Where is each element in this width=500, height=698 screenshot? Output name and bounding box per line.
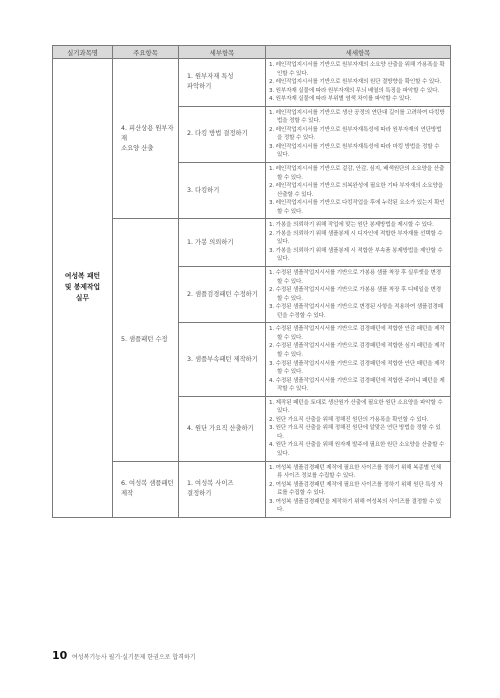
header-subject: 실기과목명	[53, 46, 113, 59]
detail-item-cell: 3. 샘플부속패턴 제작하기	[179, 323, 266, 396]
subject-line: 실무	[75, 294, 90, 303]
sub-detail-item: 1. 레인작업지시서를 기반으로 원부자재의 소요양 산출을 위해 가용폭을 확인할 수 있다.	[269, 62, 445, 77]
sub-detail-item: 1. 수정된 샘플작업지시서를 기반으로 검경패턴에 적합한 안감 패턴을 제작할 수 있다.	[269, 326, 445, 341]
subject-cell	[53, 59, 113, 518]
sub-detail-item: 1. 수정된 샘플작업지시서를 기반으로 가봉용 샘플 착장 후 실루엣을 변경할 수 있다.	[269, 270, 442, 285]
sub-detail-item: 3. 수정된 샘플작업지시서를 기반으로 변경된 사항을 적용하여 샘플검경패턴을 수정할 수 있다.	[269, 304, 444, 319]
sub-detail-item: 4. 수정된 샘플작업지시서를 기반으로 검경패턴에 적합한 주머니 패턴을 제작할 수 있다.	[269, 377, 445, 393]
page-footer	[52, 649, 450, 663]
sub-detail-items-cell	[266, 163, 451, 219]
sub-detail-item: 3. 수정된 샘플작업지시서를 기반으로 검경패턴에 적합한 안단 패턴을 제작할 수 있다.	[269, 360, 445, 376]
sub-detail-item: 3. 원단 가요직 산출을 위해 정해진 원단에 알맞은 연단 방법을 정할 수 있다.	[269, 425, 441, 440]
sub-detail-item: 2. 레인작업지시서를 기반으로 원부자재특성에 따라 원부자재의 연단방법을 정할 수 있다.	[269, 126, 442, 142]
main-item-cell: 4. 피산상용 원부자재 소요양 산출	[113, 59, 179, 219]
curriculum-table	[52, 45, 451, 518]
table-header-row	[53, 46, 451, 59]
sub-detail-items-cell	[266, 396, 451, 461]
book-title: 여성복기능사 필기·실기문제 한권으로 합격하기	[72, 654, 196, 661]
sub-detail-list	[269, 399, 446, 459]
sub-detail-items-cell	[266, 106, 451, 162]
main-item-cell: 6. 여성복 샘플패턴 제작	[113, 461, 179, 517]
header-sub-detail-item: 세세항목	[266, 46, 451, 59]
sub-detail-item: 4. 원단 가요직 산출을 위해 원자재 발주에 필요한 원단 소요양을 산출할 수 있다.	[269, 442, 445, 457]
sub-detail-item: 1. 여성복 샘플검경패턴 제작에 필요한 사이즈를 정하기 위해 복종별 인체류 사이즈 정보를 수집할 수 있다.	[269, 464, 442, 480]
sub-detail-items-cell	[266, 219, 451, 267]
detail-item-cell: 2. 다킹 방법 결정하기	[179, 106, 266, 162]
sub-detail-item: 3. 원부자재 실물에 따라 원부자재의 무늬 배열의 특징을 파악할 수 있다.	[269, 87, 440, 94]
main-item-cell: 5. 샘플패턴 수정	[113, 219, 179, 461]
sub-detail-item: 3. 레인작업지시서를 기반으로 원부자재특성에 따라 마킹 방법을 정할 수 있다.	[269, 143, 440, 159]
table-row	[53, 461, 451, 517]
subject-line: 여성복 패턴	[64, 272, 101, 281]
header-main-item: 주요항목	[113, 46, 179, 59]
sub-detail-list	[269, 221, 446, 264]
sub-detail-item: 4. 원부자재 실물에 따라 부위별 염색 차이를 파악할 수 있다.	[269, 96, 412, 103]
sub-detail-item: 2. 수정된 샘플작업지시서를 기반으로 가봉용 샘플 착장 후 디테일을 변경할 수 있다.	[269, 287, 442, 302]
table-body	[53, 59, 451, 518]
sub-detail-item: 2. 원단 가요직 산출을 위해 정해진 원단의 가용폭을 확인할 수 있다.	[269, 416, 429, 423]
sub-detail-items-cell	[266, 59, 451, 107]
sub-detail-item: 2. 가봉을 의뢰하기 위해 샘플봉제 시 디자인에 적합한 부자재를 선택할 수 있다.	[269, 230, 443, 246]
sub-detail-item: 2. 레인작업지시서를 기반으로 원부자재의 원단 결방향을 확인할 수 있다.	[269, 79, 442, 86]
sub-detail-list	[269, 325, 446, 393]
header-detail-item: 세부항목	[179, 46, 266, 59]
sub-detail-list	[269, 109, 446, 160]
page-number: 10	[52, 649, 68, 662]
sub-detail-item: 2. 레인작업지시서를 기반으로 의복완성에 필요한 기타 부자재의 소요양을 산출할 수 있다.	[269, 183, 444, 198]
detail-item-cell: 1. 원부자재 특성 파악하기	[179, 59, 266, 107]
table-row	[53, 219, 451, 267]
sub-detail-list	[269, 165, 446, 216]
curriculum-table-container	[52, 45, 450, 518]
sub-detail-item: 1. 제작된 패턴을 토대로 생산원가 산출에 필요한 원단 소요양을 파악할 수 있다.	[269, 399, 443, 415]
sub-detail-list	[269, 61, 446, 104]
sub-detail-item: 3. 가봉을 의뢰하기 위해 샘플봉제 시 적합한 부속품 봉제방법을 제안할 수 있다.	[269, 247, 443, 263]
sub-detail-item: 3. 레인작업지시서를 기반으로 다킹작업을 후에 누락된 요소가 있는지 확인할 수 있다.	[269, 200, 445, 215]
subject-line: 및 봉제작업	[64, 283, 101, 292]
sub-detail-list	[269, 269, 446, 320]
sub-detail-items-cell	[266, 267, 451, 323]
sub-detail-item: 1. 가봉을 의뢰하기 위해 작업에 맞는 원단 봉제방법을 제시할 수 있다.	[269, 222, 434, 229]
detail-item-cell: 4. 원단 가요직 산출하기	[179, 396, 266, 461]
table-row	[53, 59, 451, 107]
sub-detail-list	[269, 464, 446, 515]
sub-detail-items-cell	[266, 461, 451, 517]
sub-detail-item: 2. 수정된 샘플작업지시서를 기반으로 검경패턴에 적합한 심지 패턴을 제작할 수 있다.	[269, 343, 445, 358]
sub-detail-item: 1. 레인작업지시서를 기반으로 생산 공정의 연단대 길이를 고려하여 다킹방법을 정할 수 있다.	[269, 109, 445, 125]
sub-detail-items-cell	[266, 323, 451, 396]
sub-detail-item: 3. 여성복 샘플검경패턴을 제작하기 위해 여성복의 사이즈를 결정할 수 있다.	[269, 498, 442, 514]
detail-item-cell: 1. 여성복 사이즈 결정하기	[179, 461, 266, 517]
detail-item-cell: 1. 가봉 의뢰하기	[179, 219, 266, 267]
detail-item-cell: 2. 샘플검경패턴 수정하기	[179, 267, 266, 323]
sub-detail-item: 2. 여성복 샘플검경패턴 제작에 필요한 사이즈를 정하기 위해 원단 특성 자료를 수집할 수 있다.	[269, 481, 443, 497]
sub-detail-item: 1. 레인작업지시서를 기반으로 겉감, 안감, 심지, 배색원단의 소요양을 산출할 수 있다.	[269, 166, 445, 181]
detail-item-cell: 3. 다킹하기	[179, 163, 266, 219]
